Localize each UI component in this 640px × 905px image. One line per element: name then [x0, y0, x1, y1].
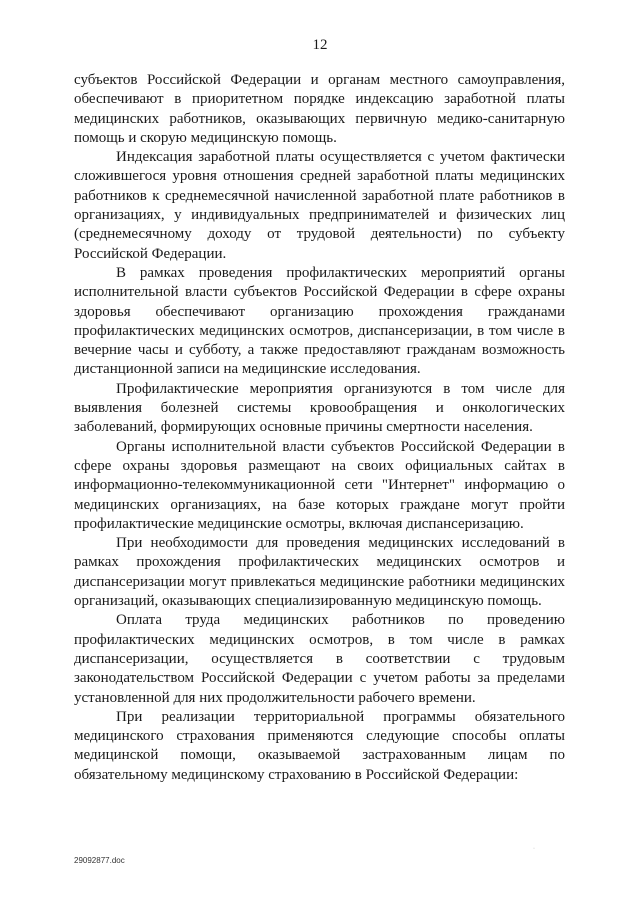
paragraph: В рамках проведения профилактических мероприятий органы исполнительной власти субъектов Российской Федерации в сфере охраны здоровья обеспечивают организацию прохождения гражданами профилактических медицинских осмотров, диспансеризации, в том числе в вечерние часы и субботу, а также предоставляют гражданам возможность дистанционной записи на медицинские исследования. [74, 264, 565, 378]
paragraph: При необходимости для проведения медицинских исследований в рамках прохождения профилактических медицинских осмотров и диспансеризации могут привлекаться медицинские работники медицинских организаций, оказывающих специализированную медицинскую помощь. [74, 535, 565, 610]
paragraph: Профилактические мероприятия организуются в том числе для выявления болезней системы кровообращения и онкологических заболеваний, формирующих основные причины смертности населения. [74, 380, 565, 436]
paragraph: Индексация заработной платы осуществляется с учетом фактически сложившегося уровня отношения средней заработной платы медицинских работников к среднемесячной начисленной заработной плате работников в организациях, у индивидуальных предпринимателей и физических лиц (среднемесячному доходу от трудовой деятельности) по субъекту Российской Федерации. [74, 149, 565, 262]
scan-mark: · [533, 846, 535, 852]
document-body [74, 71, 565, 785]
paragraph: субъектов Российской Федерации и органам местного самоуправления, обеспечивают в приоритетном порядке индексацию заработной платы медицинских работников, оказывающих первичную медико-санитарную помощь и скорую медицинскую помощь. [74, 72, 565, 146]
paragraph: При реализации территориальной программы обязательного медицинского страхования применяются следующие способы оплаты медицинской помощи, оказываемой застрахованным лицам по обязательному медицинскому страхованию в Российской Федерации: [74, 708, 565, 783]
paragraph: Оплата труда медицинских работников по проведению профилактических медицинских осмотров, в том числе в рамках диспансеризации, осуществляется в соответствии с трудовым законодательством Российской Федерации с учетом работы за пределами установленной для них продолжительности рабочего времени. [74, 612, 565, 706]
document-filename: 29092877.doc [74, 856, 125, 865]
page-number: 12 [312, 37, 328, 53]
paragraph: Органы исполнительной власти субъектов Российской Федерации в сфере охраны здоровья размещают на своих официальных сайтах в информационно-телекоммуникационной сети "Интернет" информацию о медицинских организациях, на базе которых граждане могут пройти профилактические медицинские осмотры, включая диспансеризацию. [74, 438, 565, 532]
